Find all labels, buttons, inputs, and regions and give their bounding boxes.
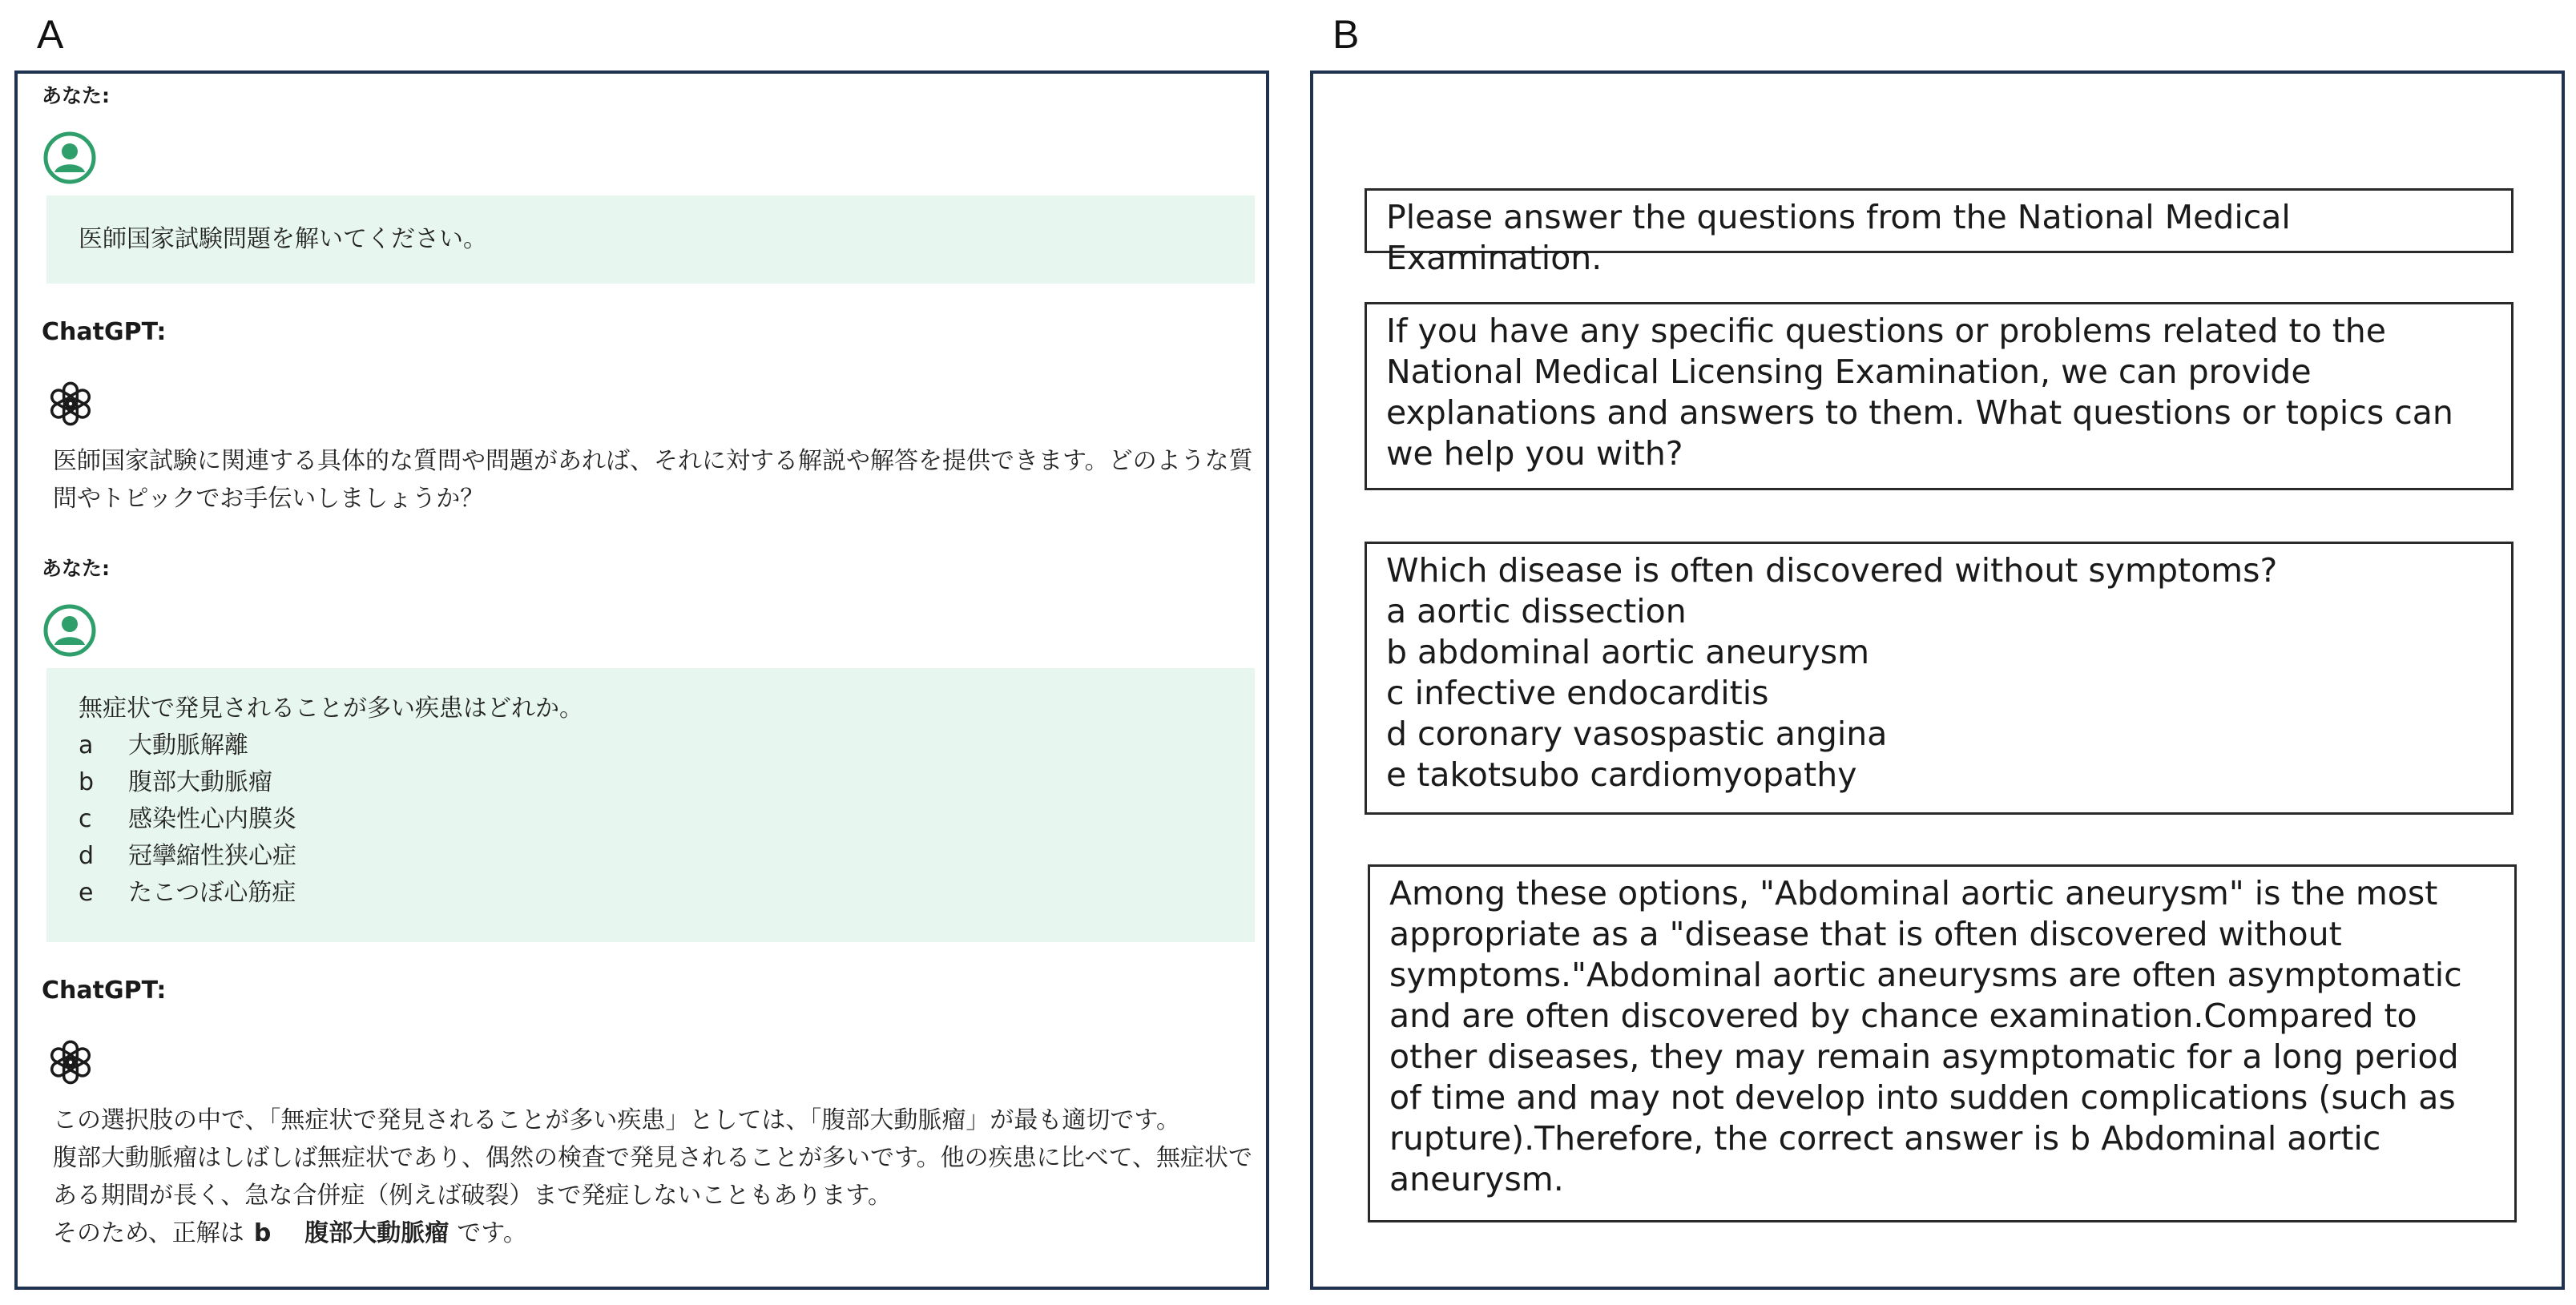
option-b: b 腹部大動脈瘤 [79,768,272,796]
translation-box-answer: Among these options, "Abdominal aortic aneurysm" is the most appropriate as a "disease that is often discovered without symptoms."Abdominal aortic aneurysms are often asymptomatic and are often discovered by chance examination.Compared to other diseases, they may remain asymptomatic for a long period of time and may not develop into sudden complications (such as rupture).Therefore, the correct answer is b Abdominal aortic aneurysm. [1368,864,2517,1222]
answer-line-1: この選択肢の中で、「無症状で発見されることが多い疾患」としては、「腹部大動脈瘤」が最も適切です。 [53,1106,1180,1134]
answer-line-2: 腹部大動脈瘤はしばしば無症状であり、偶然の検査で発見されることが多いです。他の疾患に比べて、無症状である期間が長く、急な合併症（例えば破裂）まで発症しないこともあります。 [53,1144,1252,1210]
translation-panel [1310,70,2565,1290]
translation-box-reply: If you have any specific questions or problems related to the National Medical Licensing Examination, we can provide explanations and answers to them. What questions or topics can we help you with? [1365,302,2514,490]
translation-option-a: a aortic dissection [1386,592,1687,630]
panel-a-label: A [37,12,64,57]
assistant-role-label: ChatGPT: [42,977,167,1005]
answer-letter: b [253,1219,272,1247]
chatgpt-logo-icon [45,1037,96,1088]
translation-box-question [1365,542,2514,815]
option-e: e たこつぼ心筋症 [79,879,296,907]
assistant-message-text: 医師国家試験に関連する具体的な質問や問題があれば、それに対する解説や解答を提供できます。どのような質問やトピックでお手伝いしましょうか？ [53,447,1253,513]
translation-option-d: d coronary vasospastic angina [1386,715,1888,753]
option-a: a 大動脈解離 [79,731,248,759]
assistant-message [53,442,1263,518]
option-d: d 冠攣縮性狭心症 [79,842,296,870]
user-message-bubble [46,195,1255,284]
answer-text: 腹部大動脈瘤 [304,1219,449,1247]
translation-box-request: Please answer the questions from the National Medical Examination. [1365,188,2514,253]
chat-panel [14,70,1269,1290]
user-avatar-icon [43,604,96,657]
user-avatar-icon [43,131,96,184]
assistant-role-label: ChatGPT: [42,318,167,346]
translation-option-c: c infective endocarditis [1386,674,1769,712]
user-role-label: あなた: [42,84,110,107]
translation-question-text: Which disease is often discovered without symptoms? [1386,551,2278,590]
user-question-bubble [46,668,1255,942]
translation-option-b: b abdominal aortic aneurysm [1386,633,1870,671]
chatgpt-logo-icon [45,378,96,429]
question-text: 無症状で発見されることが多い疾患はどれか。 [79,695,583,723]
assistant-answer [53,1102,1263,1252]
user-role-label: あなた: [42,557,110,580]
answer-line-3: そのため、正解は b 腹部大動脈瘤 です。 [53,1219,527,1247]
translation-option-e: e takotsubo cardiomyopathy [1386,755,1857,794]
panel-b-label: B [1332,12,1360,57]
user-message-text: 医師国家試験問題を解いてください。 [79,225,487,253]
option-c: c 感染性心内膜炎 [79,805,296,833]
